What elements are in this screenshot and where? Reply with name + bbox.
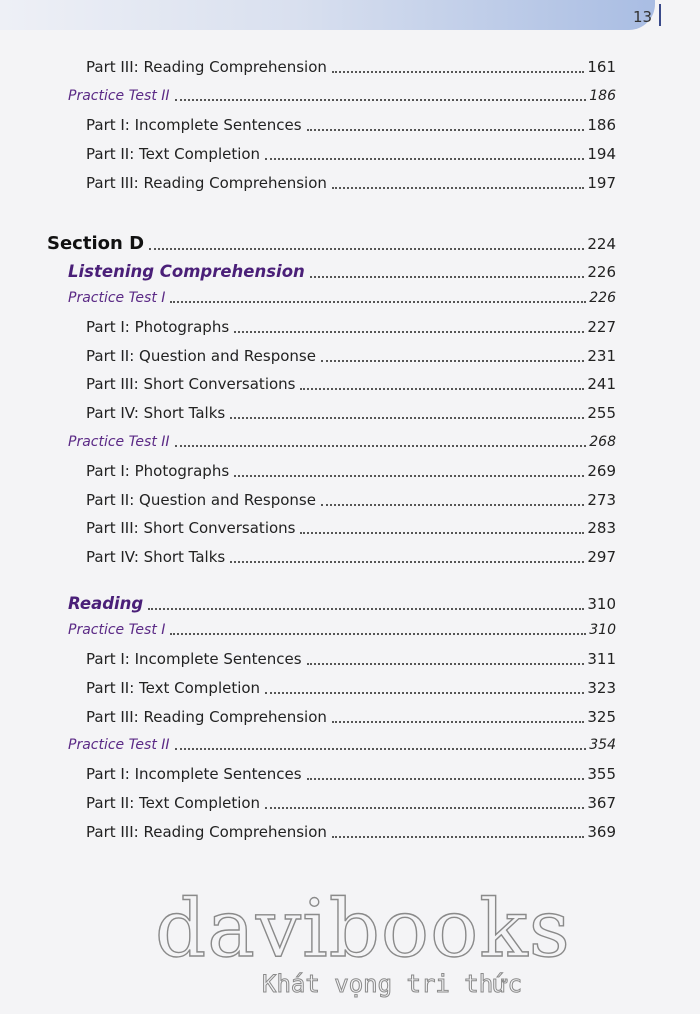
watermark-tagline: Khát vọng tri thức bbox=[262, 970, 523, 998]
dot-leader bbox=[310, 259, 585, 278]
toc-entry[interactable] bbox=[86, 545, 616, 566]
toc-entry[interactable] bbox=[86, 459, 616, 480]
toc-entry[interactable] bbox=[86, 315, 616, 336]
toc-entry-title: Part II: Text Completion bbox=[86, 794, 261, 812]
toc-entry-page: 323 bbox=[587, 679, 616, 697]
toc-entry-title: Reading bbox=[68, 593, 144, 613]
dot-leader bbox=[149, 230, 584, 250]
toc-entry-title: Part III: Reading Comprehension bbox=[86, 823, 327, 841]
dot-leader bbox=[175, 85, 587, 101]
toc-entry[interactable] bbox=[86, 676, 616, 697]
toc-entry-page: 231 bbox=[587, 347, 616, 365]
toc-entry[interactable] bbox=[86, 762, 616, 783]
dot-leader bbox=[321, 345, 584, 362]
toc-entry-page: 268 bbox=[589, 434, 616, 450]
toc-entry-title: Listening Comprehension bbox=[68, 261, 305, 281]
toc-entry-title: Part II: Question and Response bbox=[86, 347, 316, 365]
toc-section-entry[interactable] bbox=[47, 229, 616, 254]
toc-entry-page: 325 bbox=[587, 708, 616, 726]
toc-entry-page: 354 bbox=[589, 737, 616, 753]
toc-entry[interactable] bbox=[86, 55, 616, 76]
toc-entry[interactable] bbox=[68, 84, 616, 104]
toc-entry-title: Part II: Text Completion bbox=[86, 679, 261, 697]
toc-entry-title: Part III: Reading Comprehension bbox=[86, 708, 327, 726]
toc-entry-page: 310 bbox=[589, 622, 616, 638]
dot-leader bbox=[332, 56, 584, 73]
dot-leader bbox=[265, 792, 584, 809]
toc-entry-title: Practice Test I bbox=[68, 290, 166, 306]
dot-leader bbox=[332, 706, 584, 723]
dot-leader bbox=[175, 734, 587, 750]
toc-entry-page: 269 bbox=[587, 462, 616, 480]
toc-entry-page: 186 bbox=[587, 116, 616, 134]
toc-entry-title: Practice Test II bbox=[68, 88, 170, 104]
toc-entry[interactable] bbox=[86, 372, 616, 393]
page-number: 13 bbox=[633, 8, 653, 26]
toc-entry-page: 283 bbox=[587, 519, 616, 537]
toc-entry-page: 310 bbox=[587, 594, 616, 613]
dot-leader bbox=[230, 546, 584, 563]
toc-entry-title: Part I: Incomplete Sentences bbox=[86, 116, 302, 134]
toc-entry[interactable] bbox=[86, 344, 616, 365]
dot-leader bbox=[170, 287, 586, 303]
toc-entry-title: Part III: Reading Comprehension bbox=[86, 174, 327, 192]
dot-leader bbox=[265, 143, 584, 160]
toc-entry[interactable] bbox=[86, 516, 616, 537]
toc-entry[interactable] bbox=[86, 142, 616, 163]
dot-leader bbox=[300, 373, 584, 390]
toc-entry-title: Part I: Photographs bbox=[86, 462, 230, 480]
toc-entry-page: 194 bbox=[587, 145, 616, 163]
toc-entry[interactable] bbox=[68, 618, 616, 638]
page-number-rule bbox=[659, 4, 661, 26]
toc-entry-page: 355 bbox=[587, 765, 616, 783]
toc-entry[interactable] bbox=[86, 401, 616, 422]
watermark-brand: davibooks bbox=[155, 882, 571, 975]
dot-leader bbox=[265, 677, 584, 694]
dot-leader bbox=[321, 489, 584, 506]
dot-leader bbox=[307, 648, 585, 665]
header-band bbox=[0, 0, 655, 30]
toc-entry-page: 226 bbox=[587, 262, 616, 281]
toc-entry[interactable] bbox=[86, 820, 616, 841]
toc-entry-title: Section D bbox=[47, 233, 145, 254]
toc-entry-title: Part II: Text Completion bbox=[86, 145, 261, 163]
toc-subsection-entry[interactable] bbox=[68, 258, 616, 281]
toc-entry-page: 226 bbox=[589, 290, 616, 306]
toc-entry-title: Practice Test II bbox=[68, 737, 170, 753]
dot-leader bbox=[307, 763, 585, 780]
toc-entry-page: 197 bbox=[587, 174, 616, 192]
toc-entry[interactable] bbox=[86, 705, 616, 726]
toc-entry-title: Part IV: Short Talks bbox=[86, 548, 226, 566]
toc-entry-title: Part III: Short Conversations bbox=[86, 375, 296, 393]
toc-entry-page: 369 bbox=[587, 823, 616, 841]
toc-entry-page: 186 bbox=[589, 88, 616, 104]
toc-entry-title: Part I: Photographs bbox=[86, 318, 230, 336]
dot-leader bbox=[332, 821, 584, 838]
toc-entry-page: 311 bbox=[587, 650, 616, 668]
dot-leader bbox=[230, 402, 584, 419]
toc-entry-page: 367 bbox=[587, 794, 616, 812]
toc-entry[interactable] bbox=[86, 488, 616, 509]
toc-entry-title: Practice Test I bbox=[68, 622, 166, 638]
toc-entry[interactable] bbox=[68, 733, 616, 753]
toc-entry-page: 273 bbox=[587, 491, 616, 509]
dot-leader bbox=[170, 619, 586, 635]
toc-entry[interactable] bbox=[86, 791, 616, 812]
toc-entry-page: 241 bbox=[587, 375, 616, 393]
toc-entry[interactable] bbox=[86, 171, 616, 192]
toc-entry[interactable] bbox=[86, 113, 616, 134]
toc-entry-title: Part III: Reading Comprehension bbox=[86, 58, 327, 76]
dot-leader bbox=[175, 431, 587, 447]
toc-entry-title: Part IV: Short Talks bbox=[86, 404, 226, 422]
toc-entry-title: Part I: Incomplete Sentences bbox=[86, 765, 302, 783]
toc-entry-title: Part III: Short Conversations bbox=[86, 519, 296, 537]
dot-leader bbox=[332, 172, 584, 189]
toc-entry-page: 224 bbox=[587, 235, 616, 253]
toc-entry-title: Part I: Incomplete Sentences bbox=[86, 650, 302, 668]
dot-leader bbox=[234, 460, 584, 477]
dot-leader bbox=[148, 591, 584, 610]
toc-entry[interactable] bbox=[68, 430, 616, 450]
toc-entry-page: 297 bbox=[587, 548, 616, 566]
dot-leader bbox=[300, 517, 584, 534]
dot-leader bbox=[234, 316, 584, 333]
toc-subsection-entry[interactable] bbox=[68, 590, 616, 613]
toc-entry-title: Part II: Question and Response bbox=[86, 491, 316, 509]
toc-entry-title: Practice Test II bbox=[68, 434, 170, 450]
toc-entry-page: 227 bbox=[587, 318, 616, 336]
dot-leader bbox=[307, 114, 585, 131]
toc-entry-page: 255 bbox=[587, 404, 616, 422]
toc-entry[interactable] bbox=[86, 647, 616, 668]
toc-entry-page: 161 bbox=[587, 58, 616, 76]
toc-entry[interactable] bbox=[68, 286, 616, 306]
